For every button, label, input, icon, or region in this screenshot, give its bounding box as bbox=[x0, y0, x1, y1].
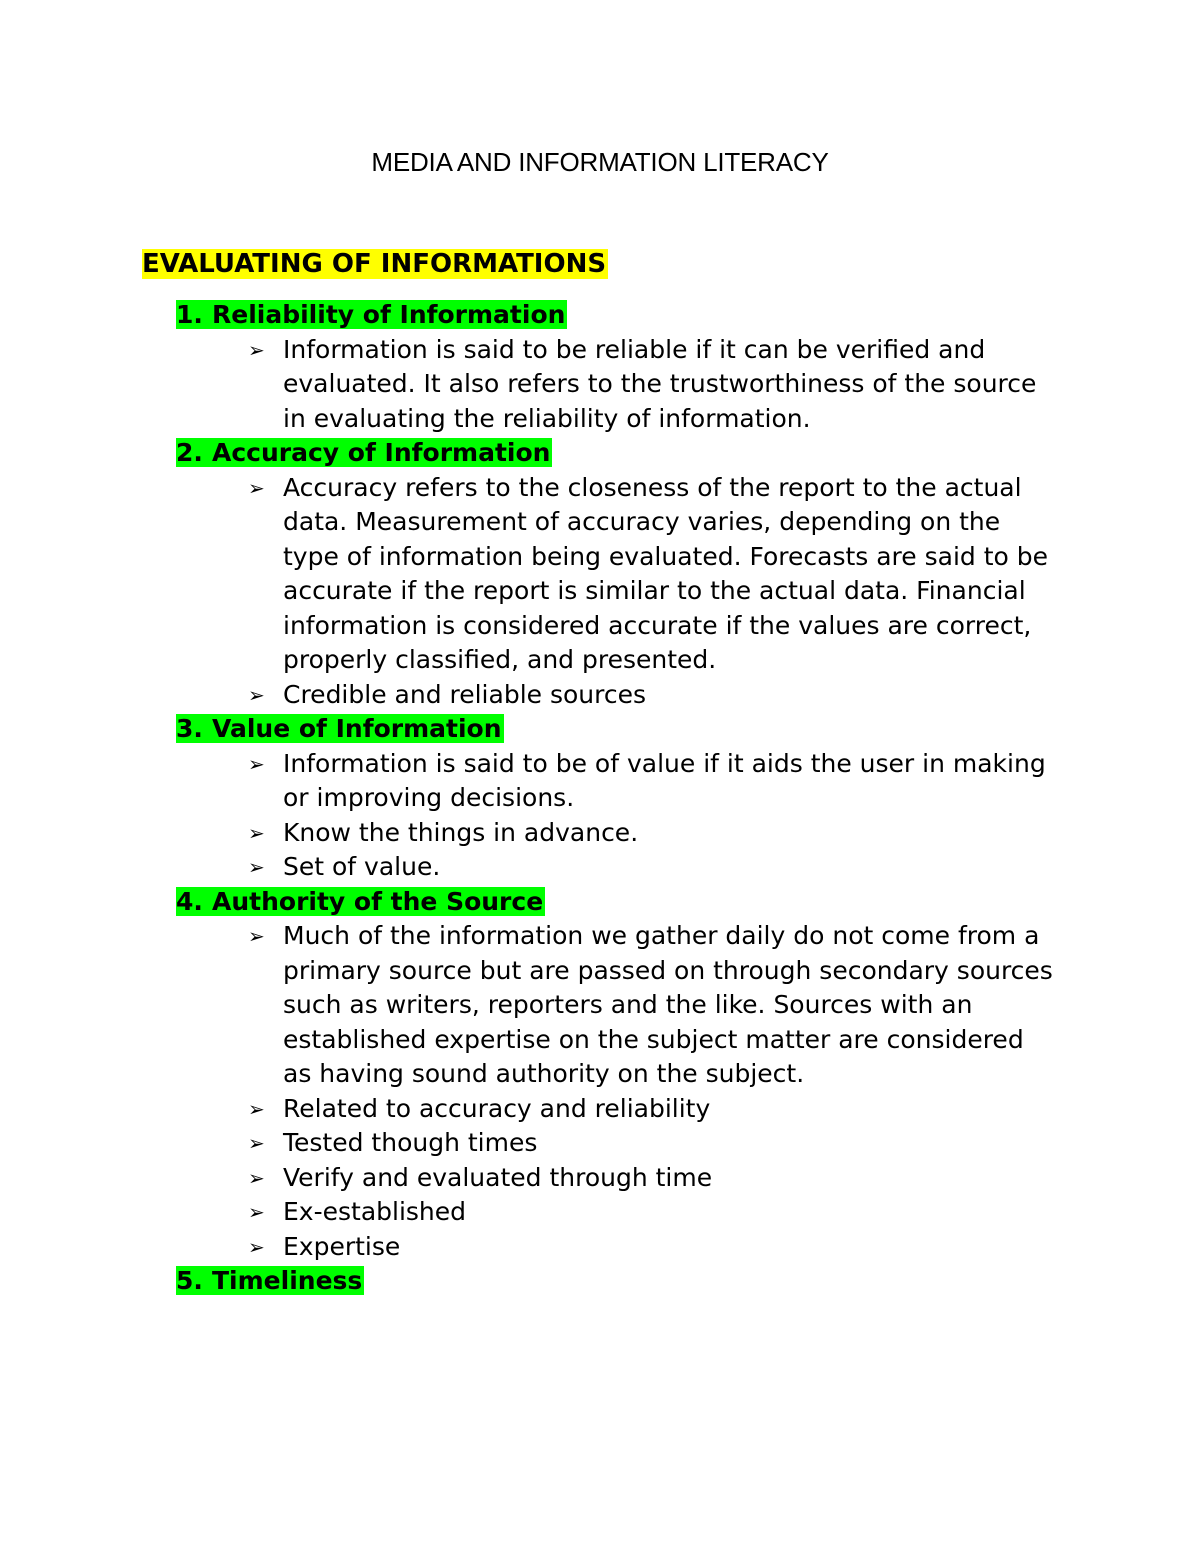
arrowhead-bullet-icon: ➢ bbox=[248, 1165, 265, 1190]
section-number: 1. bbox=[176, 300, 203, 329]
section-number: 5. bbox=[176, 1266, 203, 1295]
section-heading-highlight bbox=[176, 1266, 364, 1295]
bullet-item bbox=[248, 1126, 1053, 1161]
bullet-text: Information is said to be of value if it aids the user in making or improving decisions. bbox=[283, 748, 1046, 812]
section-heading bbox=[176, 712, 1076, 747]
arrowhead-bullet-icon: ➢ bbox=[248, 1200, 265, 1224]
section-title: Accuracy of Information bbox=[212, 438, 551, 467]
section-item bbox=[176, 1264, 1076, 1299]
bullet-text: Ex-established bbox=[283, 1197, 467, 1226]
bullet-item bbox=[248, 1195, 1053, 1230]
bullet-text: Know the things in advance. bbox=[283, 817, 639, 847]
section-heading bbox=[176, 885, 1076, 920]
section-title: Value of Information bbox=[212, 714, 502, 743]
section-item bbox=[176, 885, 1076, 1265]
section-number: 3. bbox=[176, 714, 203, 743]
arrowhead-bullet-icon: ➢ bbox=[248, 820, 265, 845]
bullet-item bbox=[248, 919, 1053, 1092]
bullet-list bbox=[176, 747, 1076, 885]
bullet-item bbox=[248, 747, 1053, 816]
section-heading bbox=[176, 1264, 1076, 1299]
section-item bbox=[176, 298, 1076, 436]
bullet-list bbox=[176, 471, 1076, 713]
bullet-item bbox=[248, 850, 1053, 885]
arrowhead-bullet-icon: ➢ bbox=[248, 682, 265, 707]
bullet-list bbox=[176, 333, 1076, 437]
section-title: Authority of the Source bbox=[212, 886, 544, 916]
arrowhead-bullet-icon: ➢ bbox=[248, 924, 265, 948]
bullet-text: Much of the information we gather daily do not come from a primary source but are passed on through secondary sources such as writers, reporters and the like. Sources with an established expertise on the subject matter are considered as having sound authority on the subject. bbox=[283, 921, 1053, 1088]
main-heading-text: EVALUATING OF INFORMATIONS bbox=[142, 249, 607, 279]
arrowhead-bullet-icon: ➢ bbox=[248, 855, 265, 879]
bullet-item bbox=[248, 1092, 1053, 1127]
section-number: 2. bbox=[176, 438, 203, 467]
section-heading-highlight bbox=[176, 300, 567, 329]
section-list bbox=[176, 298, 1076, 1299]
arrowhead-bullet-icon: ➢ bbox=[248, 475, 265, 500]
arrowhead-bullet-icon: ➢ bbox=[248, 337, 265, 362]
section-item bbox=[176, 436, 1076, 712]
section-heading bbox=[176, 298, 1076, 333]
arrowhead-bullet-icon: ➢ bbox=[248, 751, 265, 776]
bullet-text: Information is said to be reliable if it can be verified and evaluated. It also refers to the trustworthiness of the source in evaluating the reliability of information. bbox=[283, 334, 1037, 433]
bullet-item bbox=[248, 1230, 1053, 1265]
section-heading-highlight bbox=[176, 714, 504, 743]
main-heading bbox=[142, 246, 608, 282]
bullet-text: Expertise bbox=[283, 1231, 401, 1261]
section-title: Timeliness bbox=[212, 1266, 363, 1295]
bullet-text: Accuracy refers to the closeness of the report to the actual data. Measurement of accuracy varies, depending on the type of information being evaluated. Forecasts are said to be accurate if the report is similar to the actual data. Financial information is considered accurate if the values are correct, properly classified, and presented. bbox=[283, 472, 1049, 674]
bullet-item bbox=[248, 333, 1053, 437]
bullet-list bbox=[176, 919, 1076, 1264]
arrowhead-bullet-icon: ➢ bbox=[248, 1234, 265, 1259]
bullet-text: Set of value. bbox=[283, 852, 441, 881]
arrowhead-bullet-icon: ➢ bbox=[248, 1096, 265, 1121]
bullet-item bbox=[248, 678, 1053, 713]
bullet-text: Related to accuracy and reliability bbox=[283, 1093, 711, 1123]
bullet-item bbox=[248, 471, 1053, 678]
section-item bbox=[176, 712, 1076, 885]
page-title: MEDIA AND INFORMATION LITERACY bbox=[371, 147, 829, 177]
bullet-text: Credible and reliable sources bbox=[283, 679, 647, 709]
section-heading-highlight bbox=[176, 887, 545, 916]
bullet-item bbox=[248, 816, 1053, 851]
bullet-text: Tested though times bbox=[283, 1128, 538, 1157]
arrowhead-bullet-icon: ➢ bbox=[248, 1131, 265, 1155]
section-title: Reliability of Information bbox=[212, 300, 566, 329]
bullet-item bbox=[248, 1161, 1053, 1196]
section-heading-highlight bbox=[176, 438, 552, 467]
section-heading bbox=[176, 436, 1076, 471]
section-number: 4. bbox=[176, 886, 203, 916]
bullet-text: Verify and evaluated through time bbox=[283, 1162, 713, 1192]
